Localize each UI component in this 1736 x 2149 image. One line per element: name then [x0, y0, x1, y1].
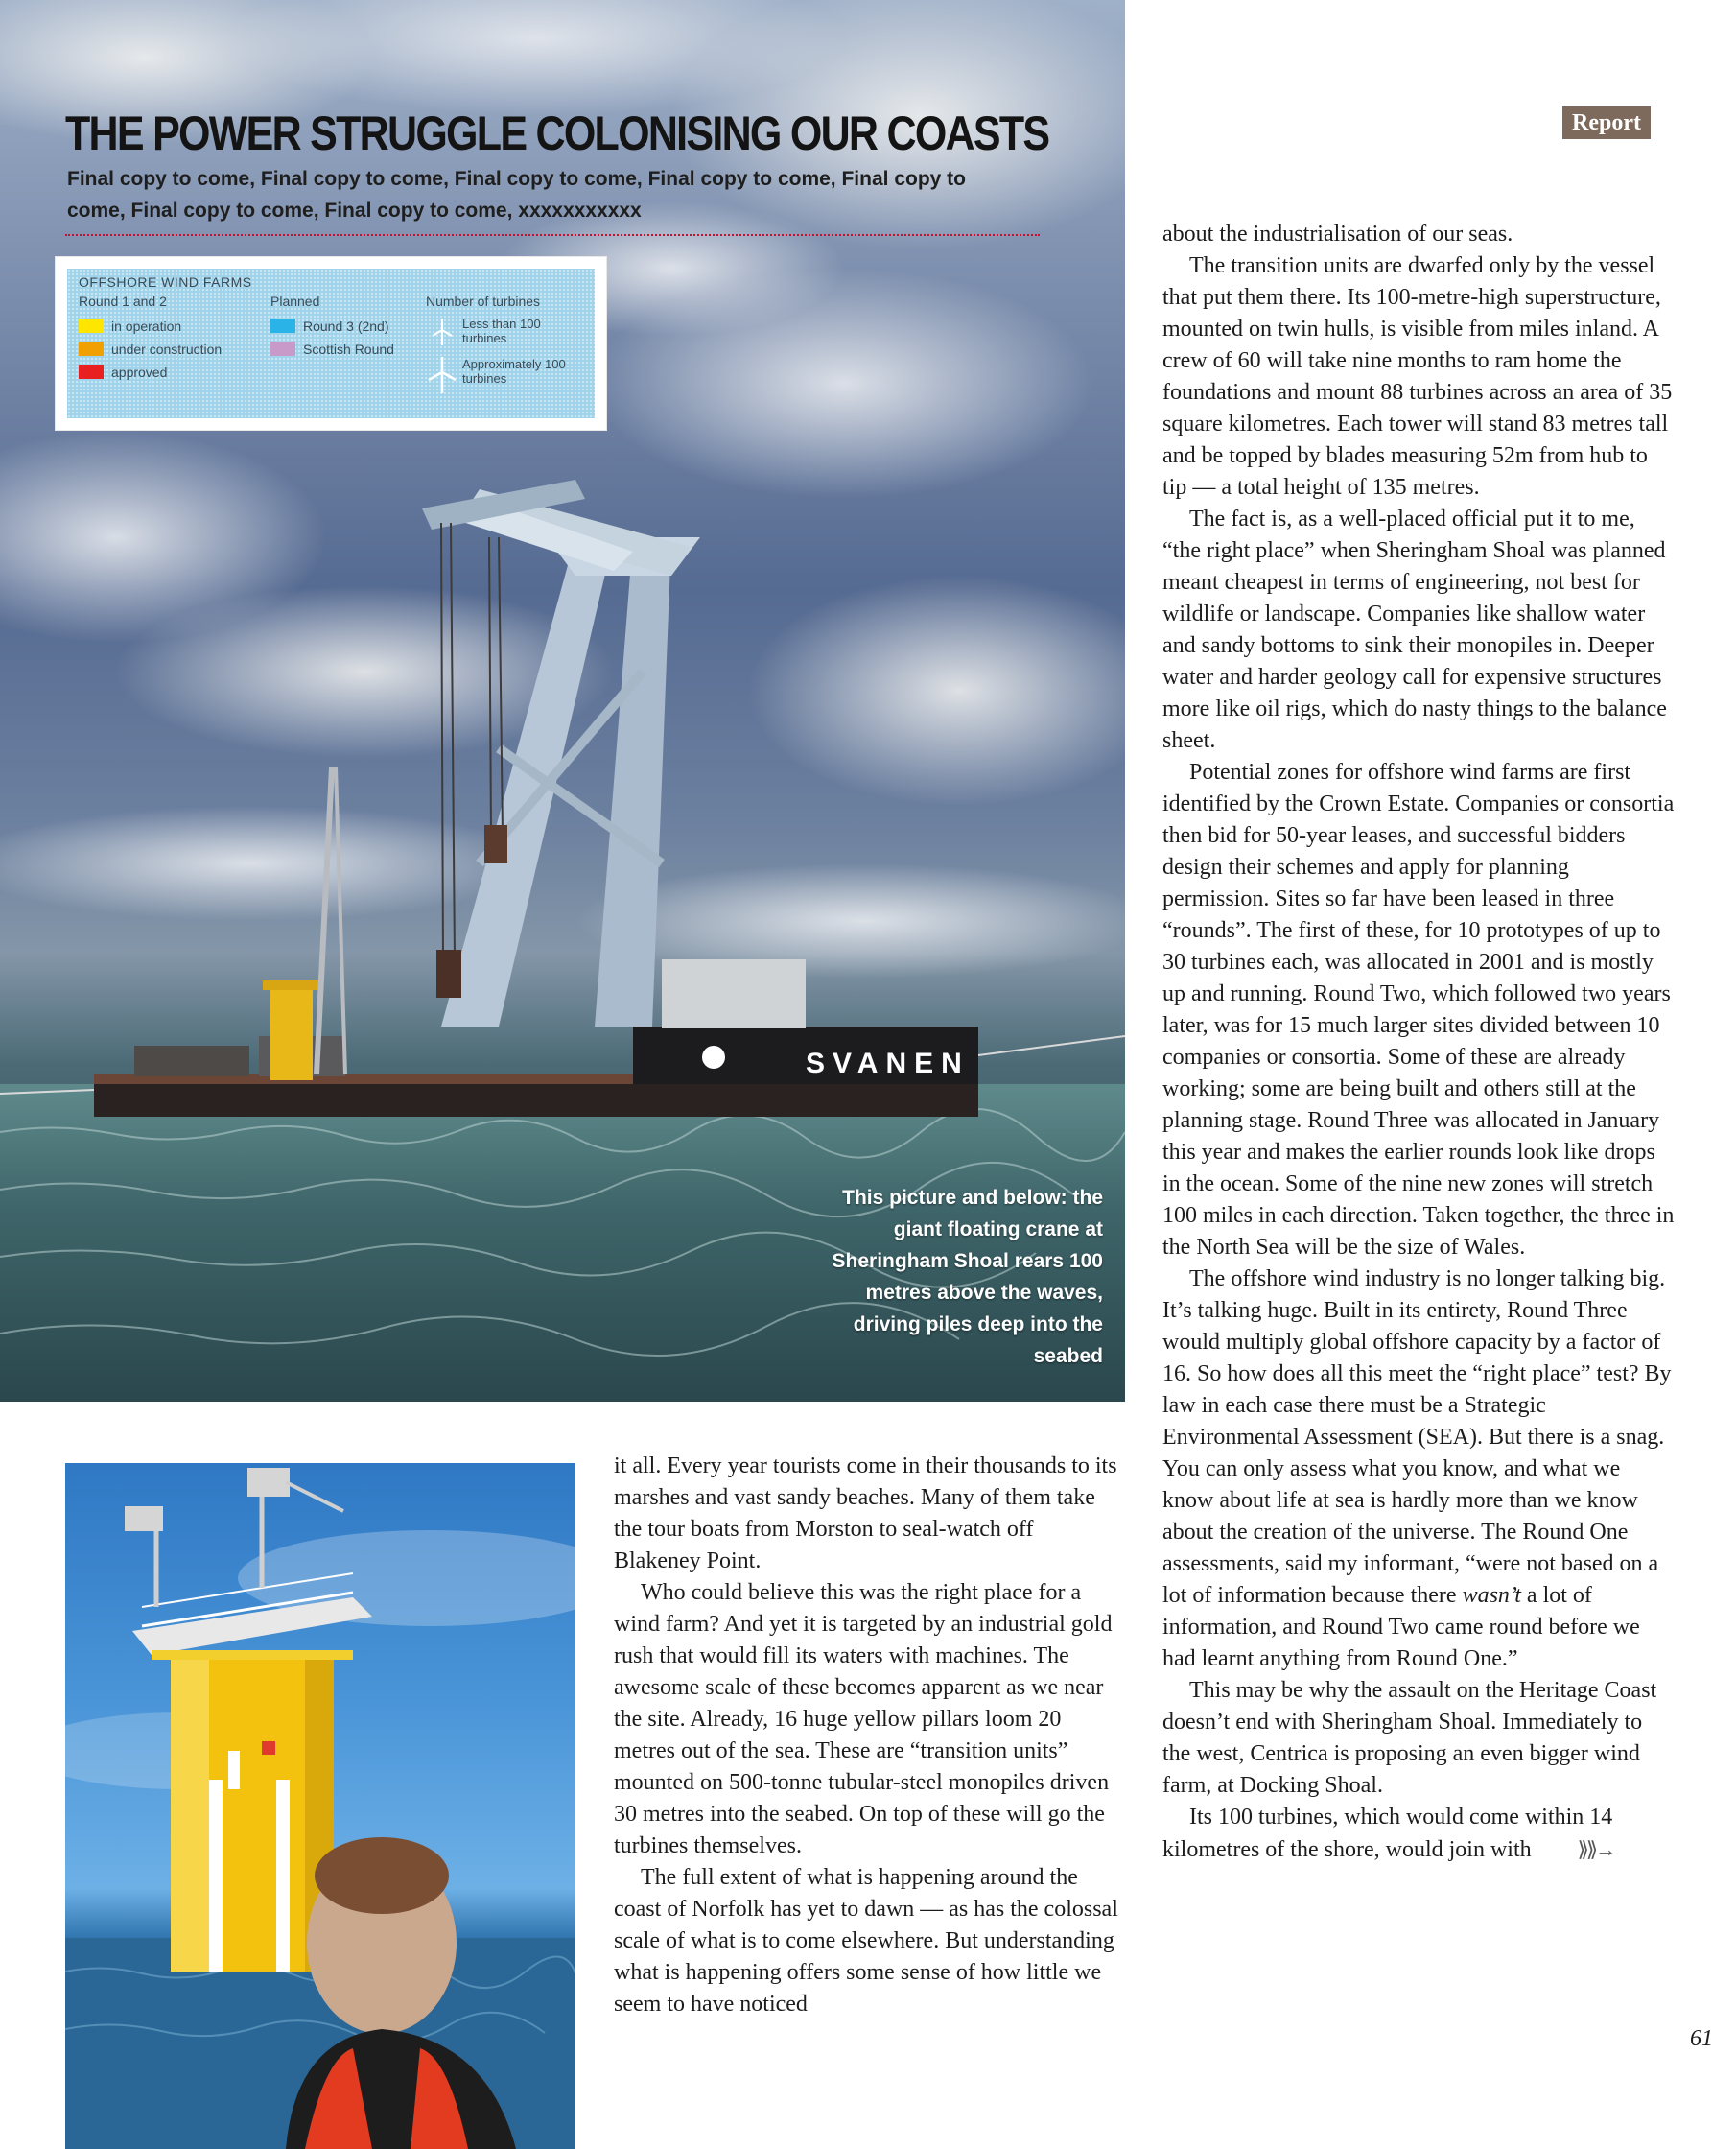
paragraph: Who could believe this was the right place for a wind farm? And yet it is targeted by an industrial gold rush that would fill its waters with machines. The awesome scale of these becomes apparent as we near the site. Already, 16 huge yellow pillars loom 20 metres out of the sea. These are “transition units” mounted on 500-tonne tubular-steel monopiles driven 30 metres into the seabed. On top of these will go the turbines themselves. [614, 1580, 1113, 1858]
swatch-approved [79, 365, 104, 379]
paragraph: Potential zones for offshore wind farms are first identified by the Crown Estate. Companies or consortia then bid for 50-year leases, and successful bidders design their schemes and apply for planning permission. Sites so far have been leased in three “rounds”. The first of these, for 10 prototypes of up to 30 turbines each, was allocated in 2001 and is mostly up and running. Round Two, which followed two years later, was for 15 much larger sites divided between 10 companies or consortia. Some of these are already working; some are being built and others still at the planning stage. Round Three was allocated in January this year and makes the earlier rounds look like drops in the ocean. Some of the nine new zones will stretch 100 miles in each direction. Taken together, the three in the North Sea will be the size of Wales. [1162, 760, 1675, 1260]
legend-under-construction: under construction [111, 342, 223, 357]
article-column-middle [614, 1451, 1126, 2020]
paragraph: The transition units are dwarfed only by the vessel that put them there. Its 100-metre-high superstructure, mounted on twin hulls, is visible from miles inland. A crew of 60 will take nine months to ram home the foundations and mount 88 turbines across an area of 35 square kilometres. Each tower will stand 83 metres tall and be topped by blades measuring 52m from hub to tip — a total height of 135 metres. [1162, 253, 1673, 500]
hero-caption: This picture and below: the giant floating crane at Sheringham Shoal rears 100 metres above the waves, driving piles deep into the seabed [832, 1187, 1103, 1367]
paragraph: The fact is, as a well-placed official put it to me, “the right place” when Sheringham Shoal was planned meant cheapest in terms of engineering, not best for wildlife or landscape. Companies like shallow water and sandy bottoms to sink their monopiles in. Deeper water and harder geology call for expensive structures more like oil rigs, which do nasty things to the balance sheet. [1162, 507, 1667, 753]
map-legend [56, 257, 606, 430]
page-number: 61 [1690, 2026, 1713, 2051]
vessel-name: SVANEN [806, 1048, 970, 1079]
legend-scottish: Scottish Round [303, 342, 394, 357]
swatch-in-operation [79, 319, 104, 333]
swatch-under-construction [79, 342, 104, 356]
legend-less-than-100: Less than 100 turbines [462, 317, 541, 345]
transition-unit-photo [65, 1463, 575, 2149]
paragraph-text: a lot of information, and Round Two came round before we had learnt anything from Round One.” [1162, 1583, 1640, 1671]
legend-title: OFFSHORE WIND FARMS [79, 274, 252, 290]
swatch-round3 [270, 319, 295, 333]
paragraph [1162, 1802, 1675, 1866]
emphasis-text: wasn’t [1462, 1583, 1521, 1608]
legend-group3-title: Number of turbines [426, 294, 541, 309]
legend-approved: approved [111, 365, 168, 380]
hero-photo [0, 0, 1125, 1402]
small-turbine-icon [430, 317, 455, 345]
title-divider [65, 234, 1040, 236]
paragraph: it all. Every year tourists come in their thousands to its marshes and vast sandy beaches. Many of them take the tour boats from Morston to seal-watch off Blakeney Point. [614, 1453, 1117, 1573]
legend-in-operation: in operation [111, 319, 182, 334]
article-subtitle: Final copy to come, Final copy to come, Final copy to come, Final copy to come, Final copy to come, Final copy to come, Final copy to come, xxxxxxxxxxx [67, 168, 966, 222]
section-badge: Report [1562, 106, 1651, 139]
article-title: THE POWER STRUGGLE COLONISING OUR COASTS [65, 106, 1049, 160]
legend-group2-title: Planned [270, 294, 320, 309]
yellow-pillar-illustration [65, 1463, 575, 2149]
swatch-scottish [270, 342, 295, 356]
legend-group1-title: Round 1 and 2 [79, 294, 167, 309]
article-column-right [1162, 219, 1675, 1866]
continue-arrow-icon: ⟫⟫→ [1577, 1837, 1614, 1861]
legend-round3: Round 3 (2nd) [303, 319, 389, 334]
large-turbine-icon [426, 355, 458, 393]
paragraph: This may be why the assault on the Heritage Coast doesn’t end with Sheringham Shoal. Immediately to the west, Centrica is proposing an even bigger wind farm, at Docking Shoal. [1162, 1678, 1657, 1798]
paragraph-text: Its 100 turbines, which would come within 14 kilometres of the shore, would join with [1162, 1805, 1613, 1862]
paragraph [1162, 1263, 1675, 1675]
paragraph-text: The offshore wind industry is no longer talking big. It’s talking huge. Built in its entirety, Round Three would multiply global offshore capacity by a factor of 16. So how does all this meet the “right place” test? By law in each case there must be a Strategic Environmental Assessment (SEA). But there is a snag. You can only assess what you know, and what we know about life at sea is hardly more than we know about the creation of the universe. The Round One assessments, said my informant, “were not based on a lot of information because there [1162, 1266, 1672, 1608]
paragraph: about the industrialisation of our seas. [1162, 222, 1513, 247]
legend-approx-100: Approximately 100 turbines [462, 357, 566, 386]
paragraph: The full extent of what is happening around the coast of Norfolk has yet to dawn — as has the colossal scale of what is to come elsewhere. But understanding what is happening offers some sense of how little we seem to have noticed [614, 1865, 1118, 2017]
